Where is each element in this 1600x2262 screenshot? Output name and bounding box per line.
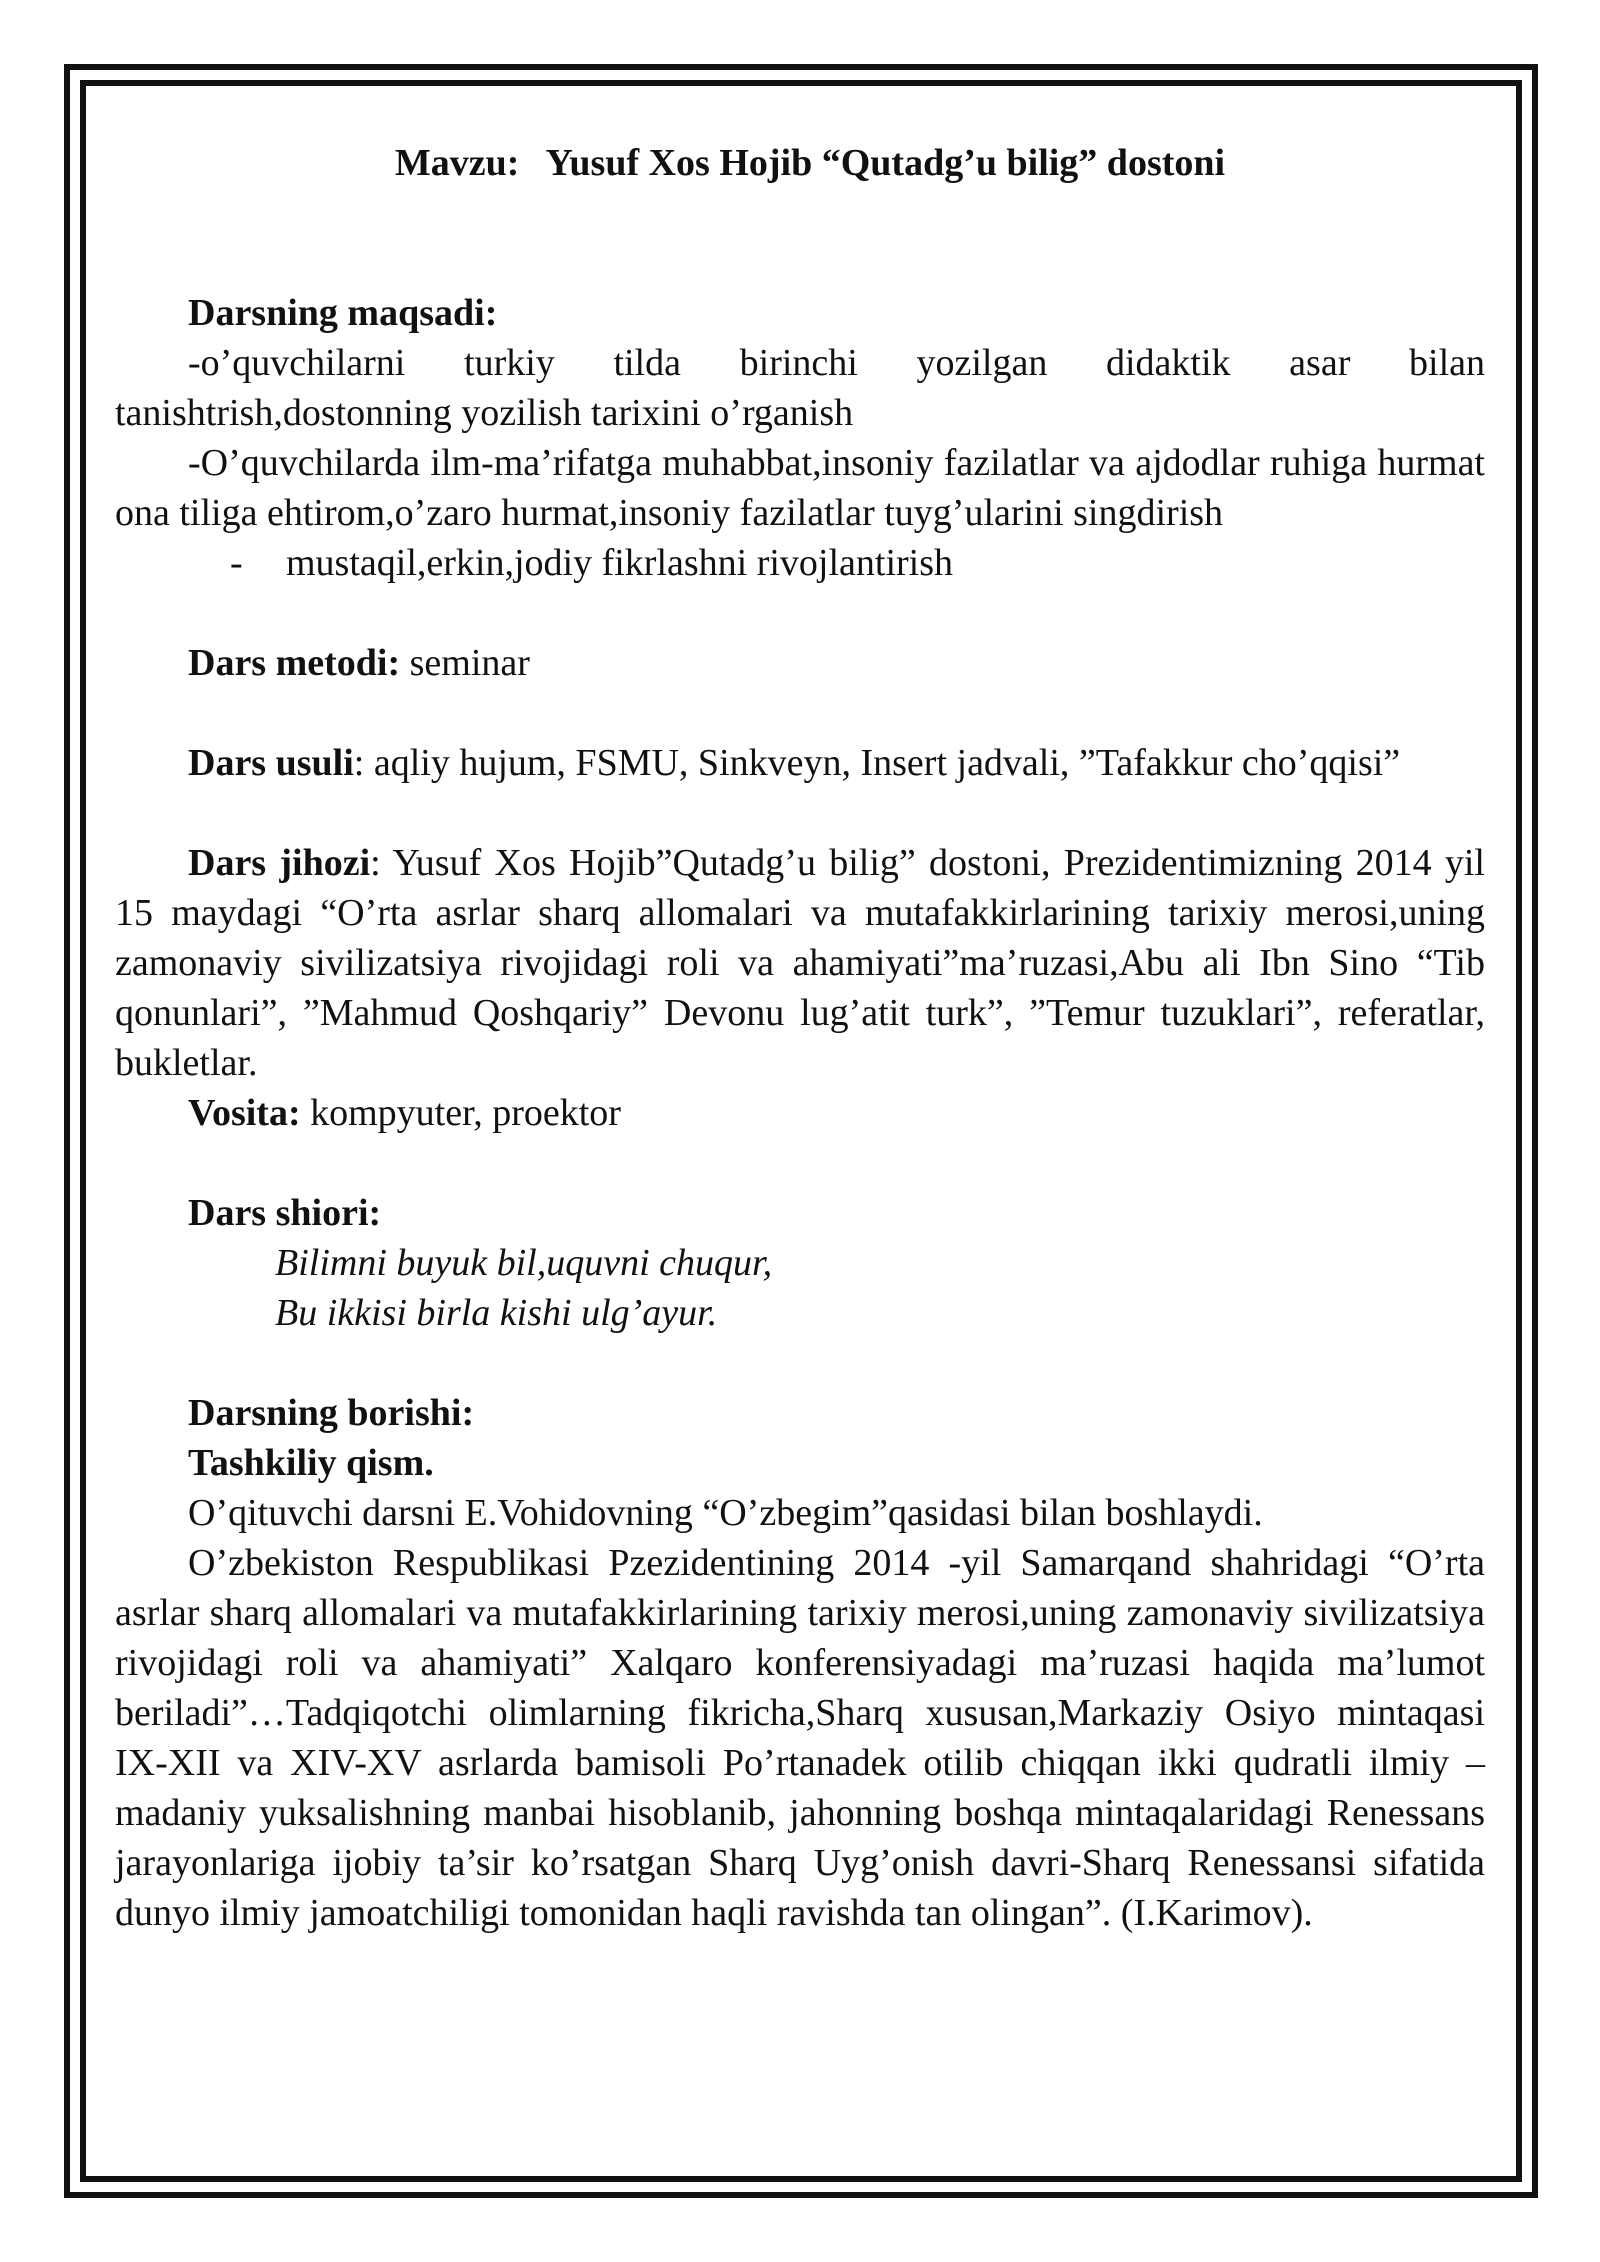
paragraph-maqsad-1: -o’quvchilarni turkiy tilda birinchi yozilgan didaktik asar bilan tanishtrish,dostonning yozilish tarixini o’rganish — [115, 342, 1485, 434]
spacer — [115, 188, 1485, 288]
motto-line-2: Bu ikkisi birla kishi ulg’ayur. — [275, 1292, 718, 1334]
paragraph-usul — [115, 738, 1485, 788]
paragraph-maqsad-2: -O’quvchilarda ilm-ma’rifatga muhabbat,insoniy fazilatlar va ajdodlar ruhiga hurmat ona tiliga ehtirom,o’zaro hurmat,insoniy fazilatlar tuyg’ularini singdirish — [115, 442, 1485, 534]
section-heading-borish: Darsning borishi: — [188, 1392, 475, 1434]
section-subheading-tashkiliy: Tashkiliy qism. — [188, 1442, 434, 1484]
title-text: Yusuf Xos Hojib “Qutadg’u bilig” dostoni — [545, 142, 1226, 184]
list-item-maqsad-3 — [115, 538, 1485, 588]
paragraph-vosita — [115, 1088, 1485, 1138]
metod-value: seminar — [400, 642, 530, 684]
list-item-text: mustaqil,erkin,jodiy fikrlashni rivojlantirish — [286, 542, 954, 584]
vosita-value: kompyuter, proektor — [300, 1092, 621, 1134]
metod-label: Dars metodi: — [188, 642, 401, 684]
page-title — [115, 138, 1485, 188]
paragraph-metod — [115, 638, 1485, 688]
section-heading-shior: Dars shiori: — [188, 1192, 382, 1234]
usul-label: Dars usuli — [188, 742, 354, 784]
document-body — [115, 138, 1485, 1938]
usul-value: : aqliy hujum, FSMU, Sinkveyn, Insert jadvali, ”Tafakkur cho’qqisi” — [353, 742, 1401, 784]
vosita-label: Vosita: — [188, 1092, 301, 1134]
spacer — [115, 788, 1485, 838]
spacer — [115, 1338, 1485, 1388]
spacer — [115, 688, 1485, 738]
list-dash: - — [230, 542, 243, 584]
spacer — [115, 588, 1485, 638]
section-heading-maqsad: Darsning maqsadi: — [188, 292, 498, 334]
spacer — [115, 1138, 1485, 1188]
jihoz-value: : Yusuf Xos Hojib”Qutadg’u bilig” dostoni, Prezidentimizning 2014 yil 15 maydagi “O’rta asrlar sharq allomalari va mutafakkirlarining tarixiy merosi,uning zamonaviy sivilizatsiya rivojidagi roli va ahamiyati”ma’ruzasi,Abu ali Ibn Sino “Tib qonunlari”, ”Mahmud Qoshqariy” Devonu lug’atit turk”, ”Temur tuzuklari”, referatlar, bukletlar. — [115, 842, 1485, 1084]
jihoz-label: Dars jihozi — [188, 842, 371, 884]
paragraph-jihoz — [115, 838, 1485, 1088]
paragraph-borish-1: O’qituvchi darsni E.Vohidovning “O’zbegim”qasidasi bilan boshlaydi. — [188, 1492, 1263, 1534]
title-label: Mavzu: — [394, 142, 520, 184]
paragraph-borish-2: O’zbekiston Respublikasi Pzezidentining 2014 -yil Samarqand shahridagi “O’rta asrlar sharq allomalari va mutafakkirlarining tarixiy merosi,uning zamonaviy sivilizatsiya rivojidagi roli va ahamiyati” Xalqaro konferensiyadagi ma’ruzasi haqida ma’lumot beriladi”…Tadqiqotchi olimlarning fikricha,Sharq xususan,Markaziy Osiyo mintaqasi IX-XII va XIV-XV asrlarda bamisoli Po’rtanadek otilib chiqqan ikki qudratli ilmiy –madaniy yuksalishning manbai hisoblanib, jahonning boshqa mintaqalaridagi Renessans jarayonlariga ijobiy ta’sir ko’rsatgan Sharq Uyg’onish davri-Sharq Renessansi sifatida dunyo ilmiy jamoatchiligi tomonidan haqli ravishda tan olingan”. (I.Karimov). — [115, 1542, 1485, 1934]
motto-line-1: Bilimni buyuk bil,uquvni chuqur, — [275, 1242, 773, 1284]
